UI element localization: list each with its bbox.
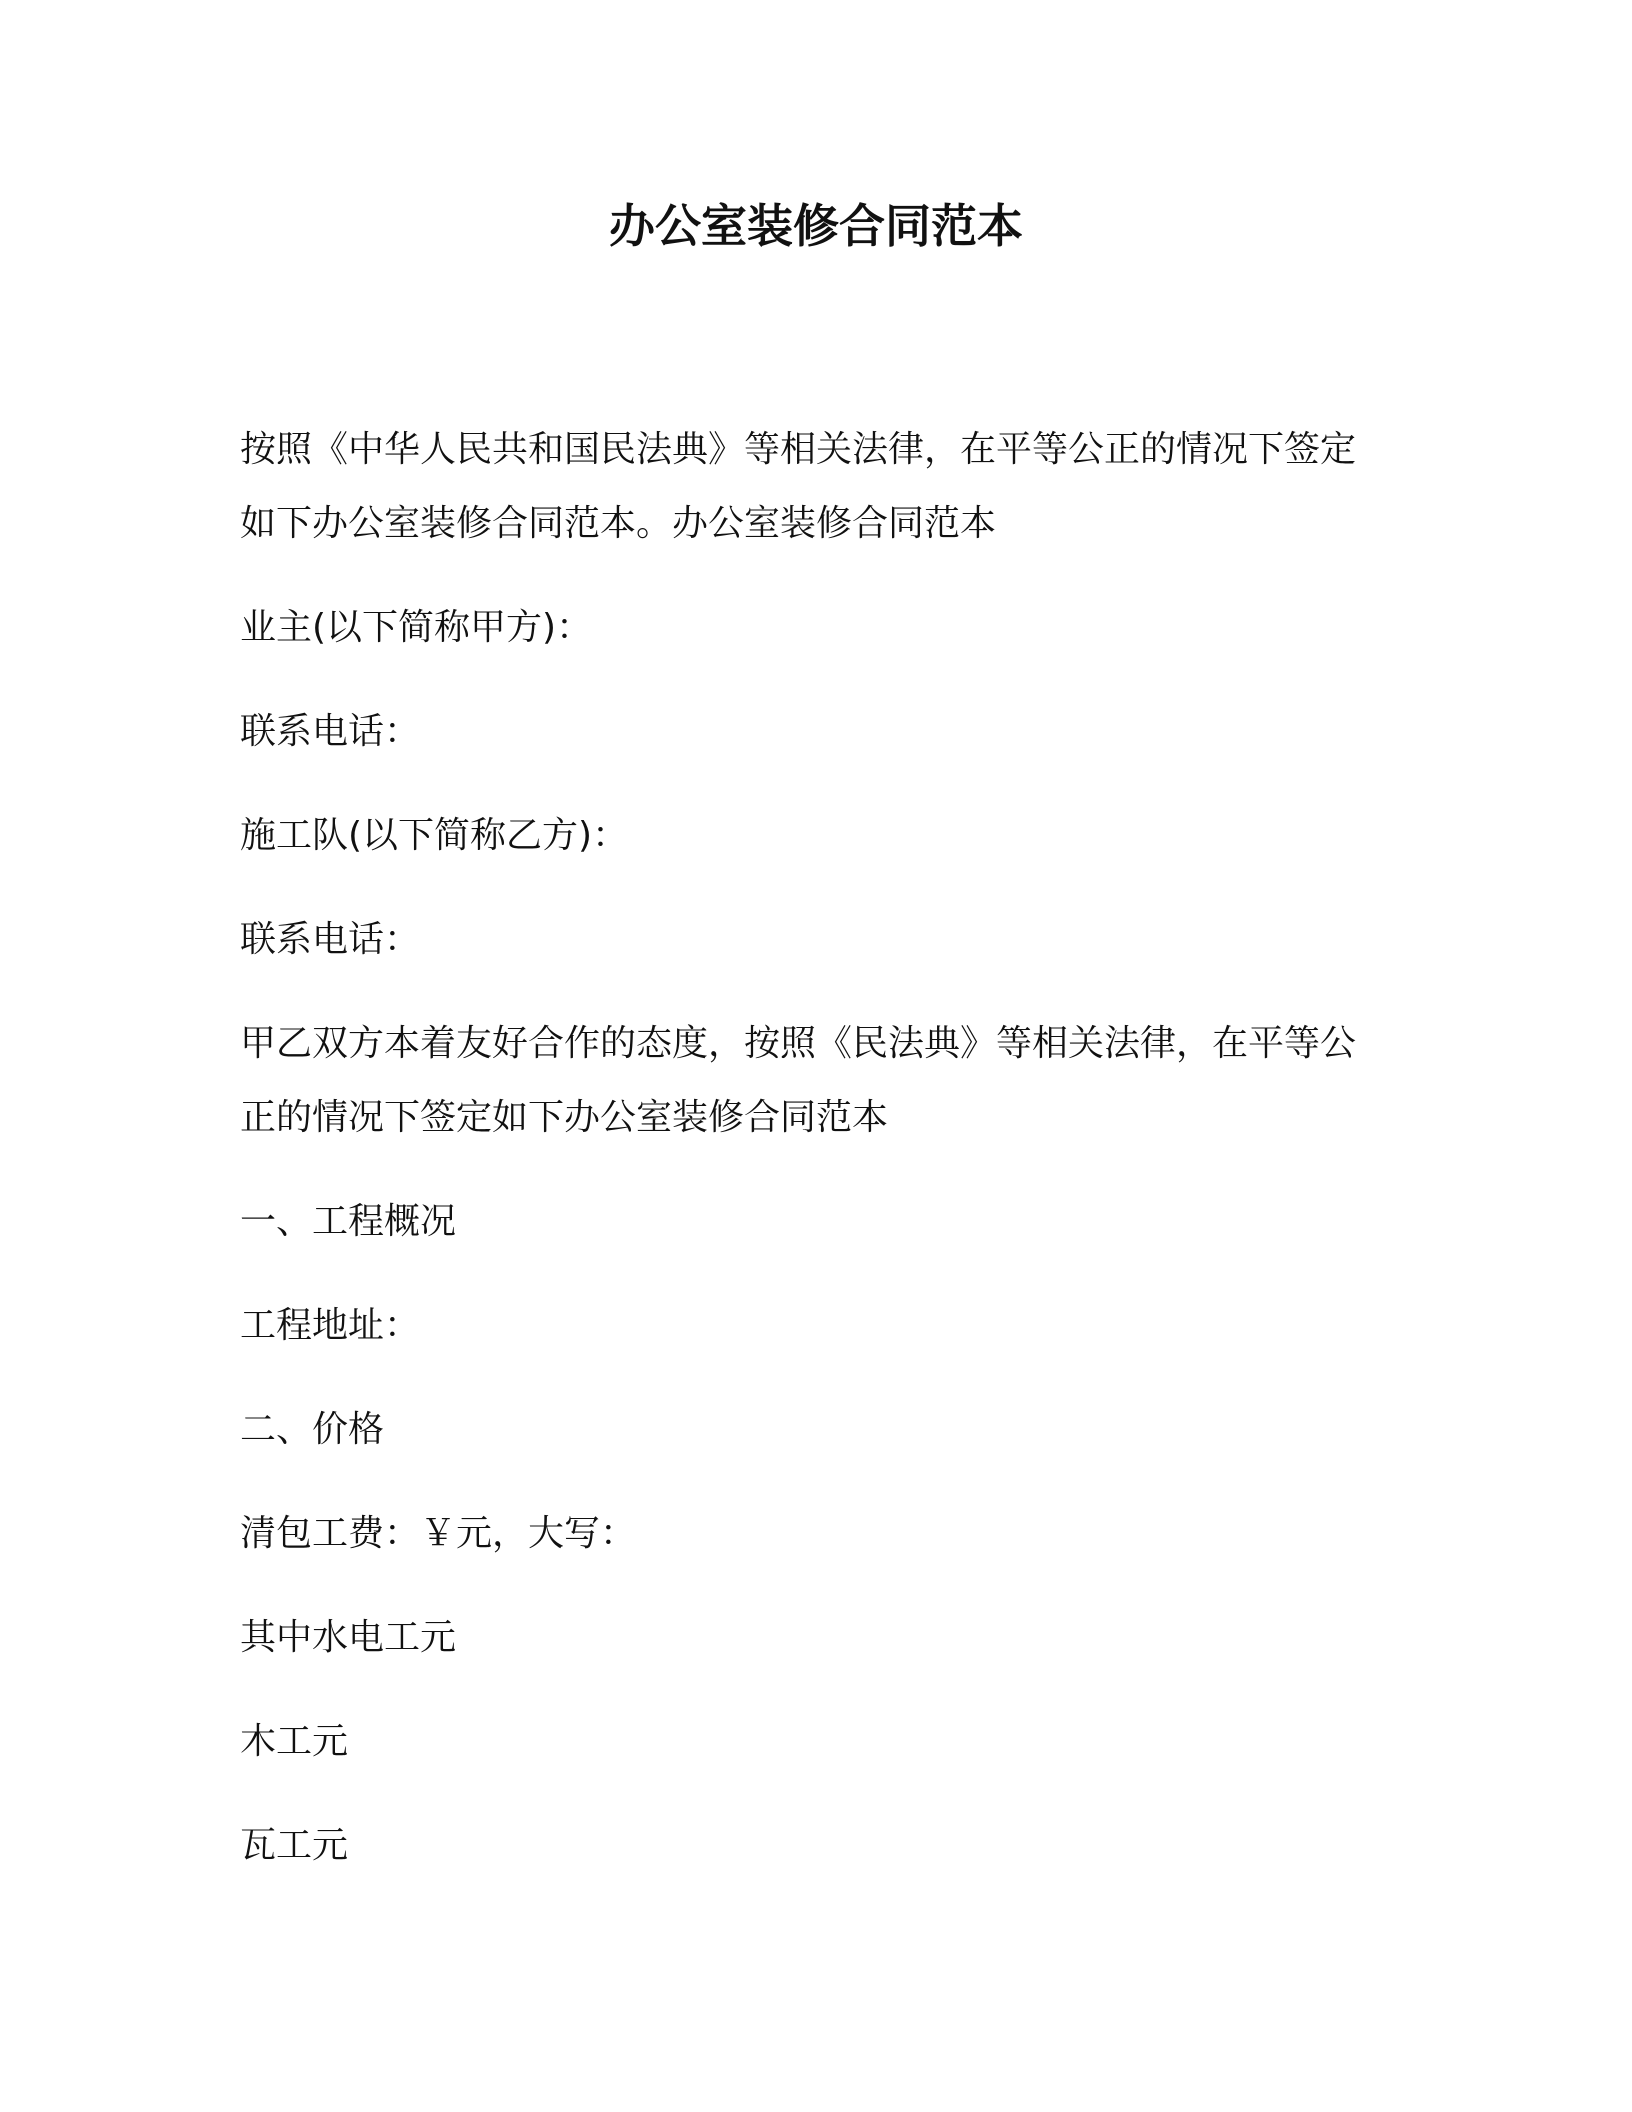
- tiler-fee-line: 瓦工元: [240, 1825, 349, 1866]
- contractor-field-label: 施工队(以下简称乙方)：: [240, 815, 629, 856]
- contractor-phone-label: 联系电话：: [240, 919, 421, 960]
- owner-field-label: 业主(以下简称甲方)：: [240, 607, 593, 648]
- intro-paragraph: 按照《中华人民共和国民法典》等相关法律，在平等公正的情况下签定如下办公室装修合同范本。办公室装修合同范本: [240, 429, 1357, 544]
- carpenter-fee-line: 木工元: [240, 1721, 349, 1762]
- section-heading-price: 二、价格: [240, 1409, 385, 1450]
- section-heading-project-overview: 一、工程概况: [240, 1201, 457, 1242]
- document-body: [240, 413, 1360, 1913]
- labor-fee-line: 清包工费：￥元，大写：: [240, 1513, 637, 1554]
- agreement-paragraph: 甲乙双方本着友好合作的态度，按照《民法典》等相关法律，在平等公正的情况下签定如下办公室装修合同范本: [240, 1023, 1357, 1138]
- owner-phone-label: 联系电话：: [240, 711, 421, 752]
- project-address-label: 工程地址：: [240, 1305, 421, 1346]
- document-title: 办公室装修合同范本: [609, 199, 1023, 253]
- electrician-fee-line: 其中水电工元: [240, 1617, 457, 1658]
